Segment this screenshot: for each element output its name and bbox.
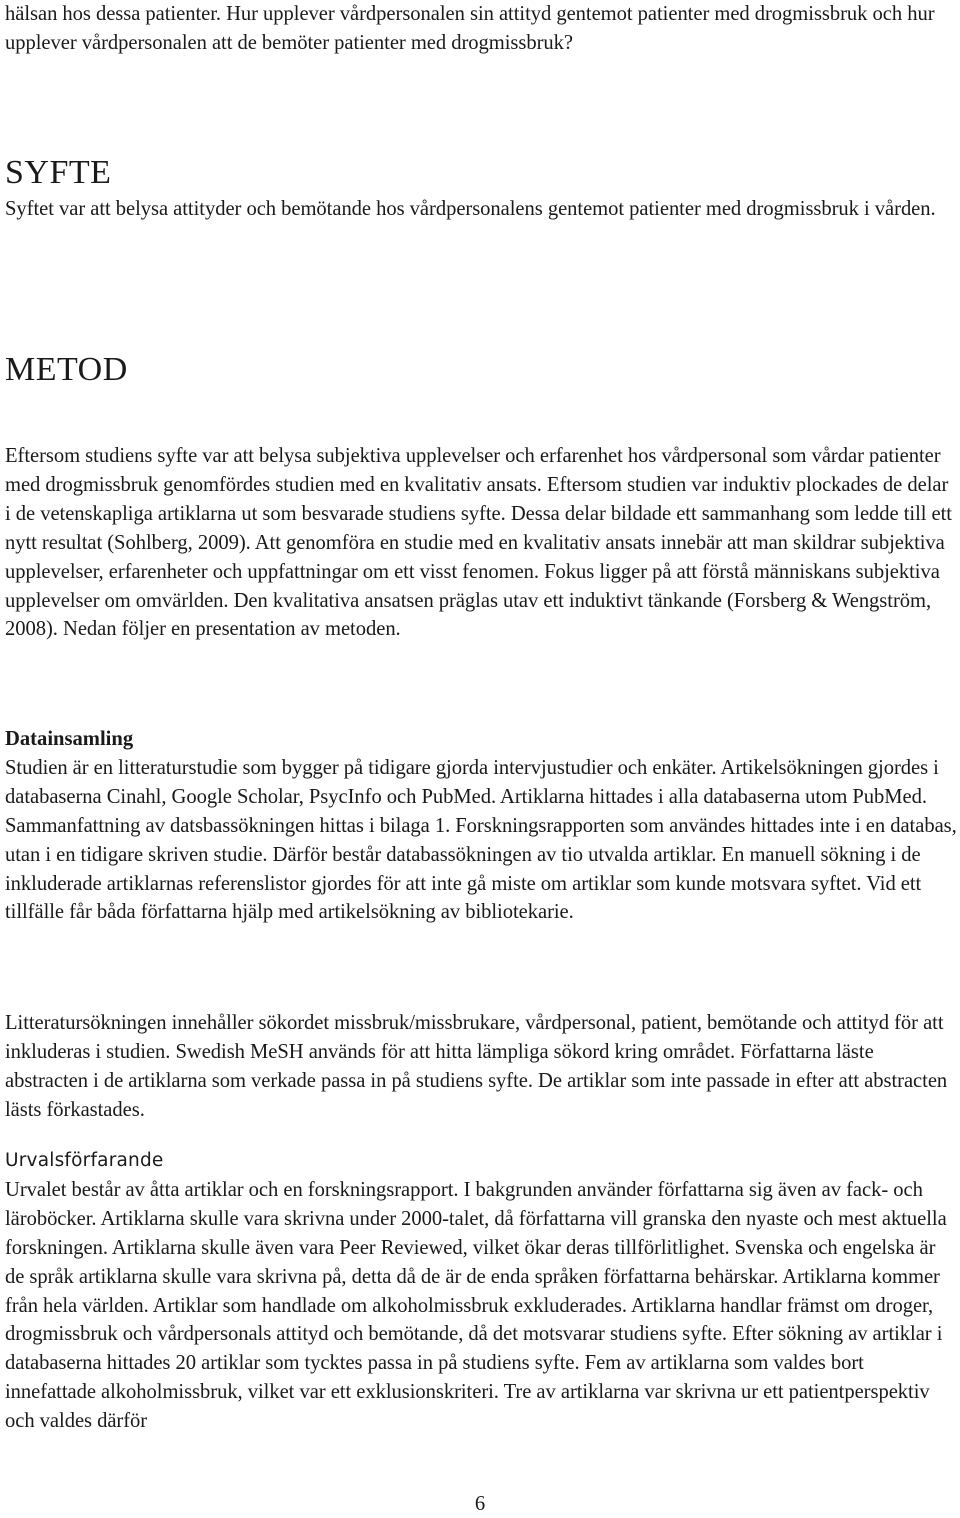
syfte-text: Syftet var att belysa attityder och bemötande hos vårdpersonalens gentemot patienter med drogmissbruk i vården. <box>5 198 936 220</box>
urval-text: Urvalet består av åtta artiklar och en forskningsrapport. I bakgrunden använder författarna sig även av fack- och läroböcker. Artiklarna skulle vara skrivna under 2000-talet, då författarna vill granska den nyaste och mest aktuella forskningen. Artiklarna skulle även vara Peer Reviewed, vilket ökar deras tillförlitlighet. Svenska och engelska är de språk artiklarna skulle vara skrivna på, detta då de är de enda språken författarna behärskar. Artiklarna kommer från hela världen. Artiklar som handlade om alkoholmissbruk exkluderades. Artiklarna handlar främst om droger, drogmissbruk och vårdpersonals attityd och bemötande, då det motsvarar studiens syfte. Efter sökning av artiklar i databaserna hittades 20 artiklar som tycktes passa in på studiens syfte. Fem av artiklarna som valdes bort innefattade alkoholmissbruk, vilket var ett exklusionskriteri. Tre av artiklarna var skrivna ur ett patientperspektiv och valdes därför <box>5 1178 947 1433</box>
metod-section <box>5 442 957 644</box>
datainsamling-heading: Datainsamling <box>5 728 134 750</box>
page-number: 6 <box>474 1493 486 1515</box>
metod-text: Eftersom studiens syfte var att belysa subjektiva upplevelser och erfarenhet hos vårdpersonal som vårdar patienter med drogmissbruk genomfördes studien med en kvalitativ ansats. Eftersom studien var induktiv plockades de delar i de vetenskapliga artiklarna ut som besvarade studiens syfte. Dessa delar bildade ett sammanhang som ledde till ett nytt resultat (Sohlberg, 2009). Att genomföra en studie med en kvalitativ ansats innebär att man skildrar subjektiva upplevelser, erfarenheter och uppfattningar om ett visst fenomen. Fokus ligger på att förstå människans subjektiva upplevelser om omvärlden. Den kvalitativa ansatsen präglas utav ett induktivt tänkande (Forsberg & Wengström, 2008). Nedan följer en presentation av metoden. <box>5 445 952 641</box>
intro-paragraph <box>5 0 957 58</box>
urval-heading: Urvalsförfarande <box>5 1150 164 1171</box>
litteratursokning-section <box>5 1009 957 1125</box>
datainsamling-text-1: Studien är en litteraturstudie som bygger på tidigare gjorda intervjustudier och enkäter. Artikelsökningen gjordes i databaserna Cinahl, Google Scholar, PsycInfo och PubMed. Artiklarna hittades i alla databaserna utom PubMed. Sammanfattning av datsbassökningen hittas i bilaga 1. Forskningsrapporten som användes hittades inte i en databas, utan i en tidigare skriven studie. Därför består databassökningen av tio utvalda artiklar. En manuell sökning i de inkluderade artiklarnas referenslistor gjordes för att inte gå miste om artiklar som kunde motsvara syftet. Vid ett tillfälle får båda författarna hjälp med artikelsökning av bibliotekarie. <box>5 756 957 924</box>
urval-section <box>5 1147 957 1436</box>
metod-heading: METOD <box>5 351 128 388</box>
intro-text: hälsan hos dessa patienter. Hur upplever vårdpersonalen sin attityd gentemot patienter med drogmissbruk och hur upplever vårdpersonalen att de bemöter patienter med drogmissbruk? <box>5 3 935 54</box>
datainsamling-section <box>5 725 957 927</box>
datainsamling-text-2: Litteratursökningen innehåller sökordet missbruk/missbrukare, vårdpersonal, patient, bemötande och attityd för att inkluderas i studien. Swedish MeSH används för att hitta lämpliga sökord kring området. Författarna läste abstracten i de artiklarna som verkade passa in på studiens syfte. De artiklar som inte passade in efter att abstracten lästs förkastades. <box>5 1012 948 1121</box>
syfte-section <box>5 195 957 224</box>
syfte-heading: SYFTE <box>5 154 112 191</box>
